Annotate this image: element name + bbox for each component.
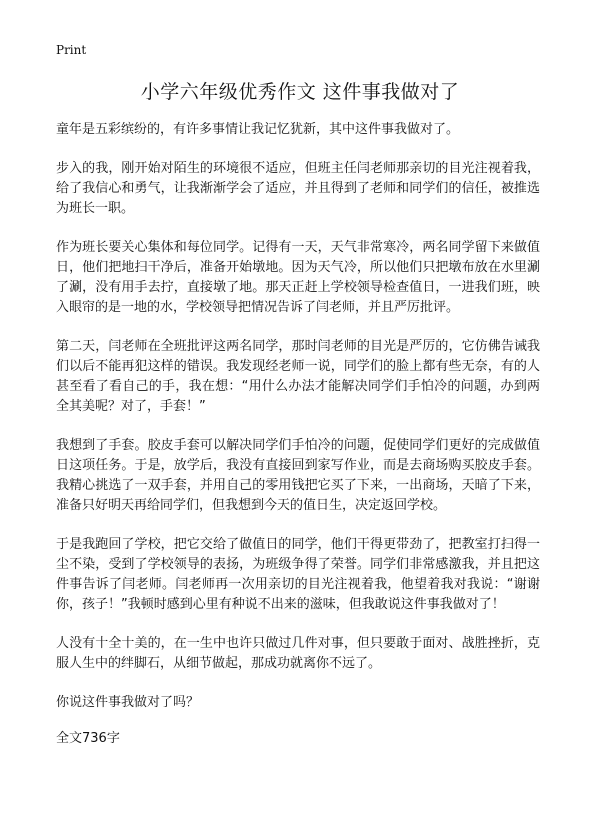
word-count: 全文736字 (56, 731, 120, 746)
print-link[interactable]: Print (56, 43, 87, 57)
article-title: 小学六年级优秀作文 这件事我做对了 (140, 81, 460, 103)
paragraph: 我想到了手套。胶皮手套可以解决同学们手怕冷的问题，促使同学们更好的完成做值日这项任务。于是，放学后，我没有直接回到家写作业，而是去商场购买胶皮手套。我精心挑选了一双手套，并用自己的零用钱把它买了下来，一出商场，天暗了下来，准备只好明天再给同学们，但我想到今天的值日生，决定返回学校。 (56, 438, 540, 513)
paragraph: 童年是五彩缤纷的，有许多事情让我记忆犹新，其中这件事我做对了。 (56, 122, 460, 137)
paragraph: 步入的我，刚开始对陌生的环境很不适应，但班主任闫老师那亲切的目光注视着我，给了我信心和勇气，让我渐渐学会了适应，并且得到了老师和同学们的信任，被推选为班长一职。 (56, 161, 540, 216)
article-body (56, 120, 540, 749)
paragraph: 你说这件事我做对了吗？ (56, 695, 200, 710)
paragraph: 于是我跑回了学校，把它交给了做值日的同学，他们干得更带劲了，把教室打扫得一尘不染，受到了学校领导的表扬，为班级争得了荣誉。同学们非常感激我，并且把这件事告诉了闫老师。闫老师再一次用亲切的目光注视着我，他望着我对我说：“谢谢你，孩子！”我顿时感到心里有种说不出来的滋味，但我敢说这件事我做对了！ (56, 537, 540, 612)
paragraph: 人没有十全十美的，在一生中也许只做过几件对事，但只要敢于面对、战胜挫折，克服人生中的绊脚石，从细节做起，那成功就离你不远了。 (56, 636, 540, 671)
paragraph: 第二天，闫老师在全班批评这两名同学，那时闫老师的目光是严厉的，它仿佛告诫我们以后不能再犯这样的错误。我发现经老师一说，同学们的脸上都有些无奈，有的人甚至看了看自己的手，我在想：“用什么办法才能解决同学们手怕冷的问题，办到两全其美呢？对了，手套！” (56, 339, 540, 414)
paragraph: 作为班长要关心集体和每位同学。记得有一天，天气非常寒冷，两名同学留下来做值日，他们把地扫干净后，准备开始墩地。因为天气冷，所以他们只把墩布放在水里涮了涮，没有用手去拧，直接墩了地。那天正赶上学校领导检查值日，一进我们班，映入眼帘的是一地的水，学校领导把情况告诉了闫老师，并且严厉批评。 (56, 240, 540, 315)
